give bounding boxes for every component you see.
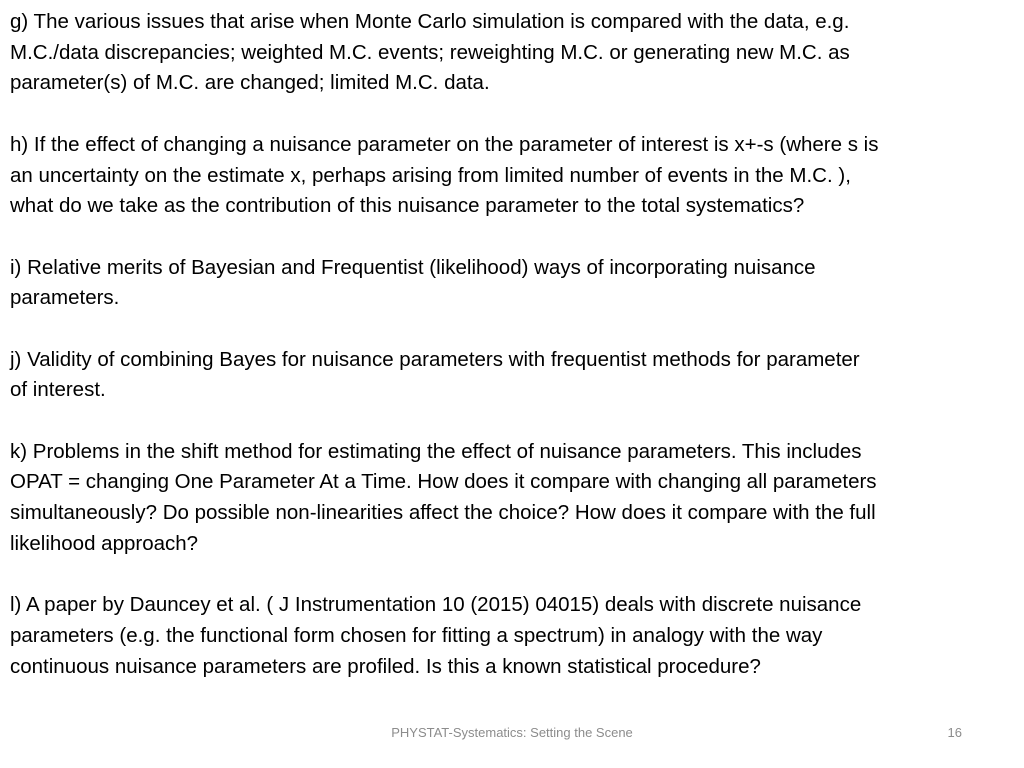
item-line: likelihood approach? bbox=[10, 531, 199, 555]
item-line: g) The various issues that arise when Monte Carlo simulation is compared with the data, e.g. bbox=[10, 10, 850, 33]
item-line: M.C./data discrepancies; weighted M.C. events; reweighting M.C. or generating new M.C. as bbox=[10, 40, 850, 64]
item-line: continuous nuisance parameters are profiled. Is this a known statistical procedure? bbox=[10, 654, 761, 678]
item-line: what do we take as the contribution of this nuisance parameter to the total systematics? bbox=[10, 194, 805, 218]
item-line: simultaneously? Do possible non-linearities affect the choice? How does it compare with the full bbox=[10, 501, 876, 525]
item-line: parameters (e.g. the functional form chosen for fitting a spectrum) in analogy with the way bbox=[10, 623, 823, 647]
item-i bbox=[10, 253, 1014, 314]
item-l bbox=[10, 590, 1014, 682]
item-k bbox=[10, 437, 1014, 560]
item-g bbox=[10, 7, 1014, 99]
item-line: OPAT = changing One Parameter At a Time. How does it compare with changing all parameters bbox=[10, 470, 877, 494]
item-line: of interest. bbox=[10, 378, 106, 402]
item-line: l) A paper by Dauncey et al. ( J Instrumentation 10 (2015) 04015) deals with discrete nuisance bbox=[10, 593, 862, 617]
item-line: parameters. bbox=[10, 286, 120, 310]
item-line: i) Relative merits of Bayesian and Frequentist (likelihood) ways of incorporating nuisance bbox=[10, 255, 816, 279]
item-line: j) Validity of combining Bayes for nuisance parameters with frequentist methods for parameter bbox=[10, 347, 860, 371]
item-h bbox=[10, 130, 1014, 222]
slide-body bbox=[10, 7, 1014, 713]
item-line: k) Problems in the shift method for estimating the effect of nuisance parameters. This includes bbox=[10, 439, 862, 463]
footer-title: PHYSTAT-Systematics: Setting the Scene bbox=[391, 725, 633, 740]
item-line: parameter(s) of M.C. are changed; limited M.C. data. bbox=[10, 71, 490, 95]
item-line: an uncertainty on the estimate x, perhaps arising from limited number of events in the M.C. ), bbox=[10, 163, 851, 187]
slide-page-number: 16 bbox=[947, 725, 962, 740]
item-j bbox=[10, 345, 1014, 406]
item-line: h) If the effect of changing a nuisance parameter on the parameter of interest is x+-s (where s is bbox=[10, 132, 879, 156]
